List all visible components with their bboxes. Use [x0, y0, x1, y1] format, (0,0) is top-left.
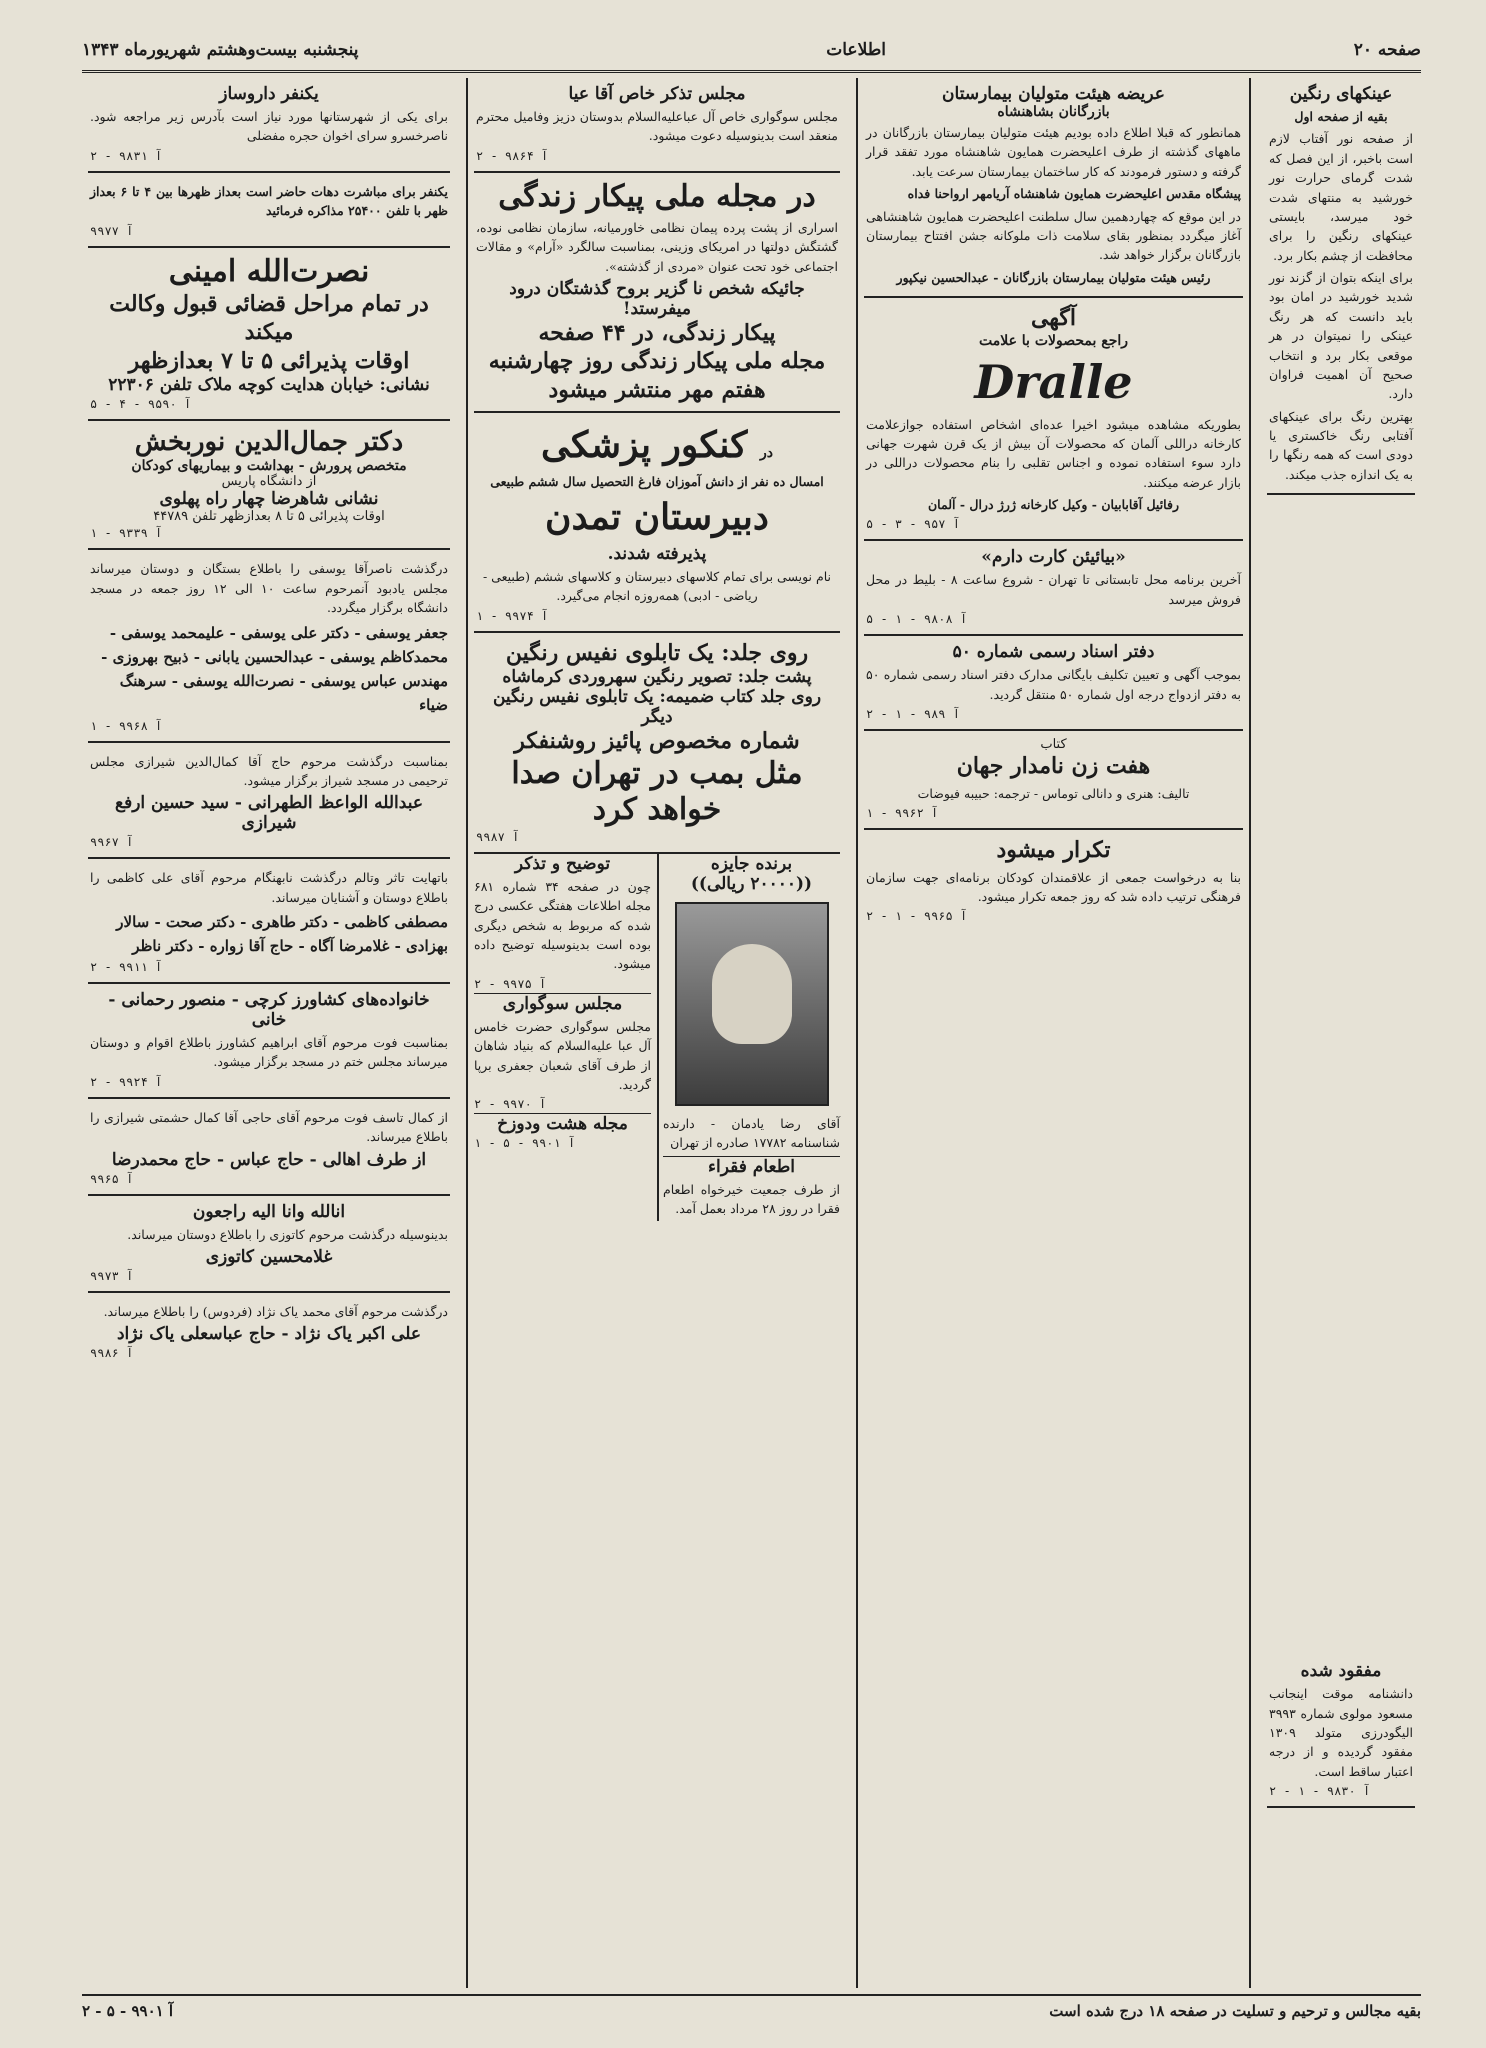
ad-code: آ ۹۵۷ - ۳ - ۵ — [866, 517, 960, 532]
magazine-headline: در مجله ملی پیکار زندگی — [498, 178, 816, 214]
winner-photo — [675, 902, 829, 1106]
book-title: هفت زن نامدار جهان — [956, 752, 1151, 779]
obituary-text: بمناسبت درگذشت مرحوم حاج آقا کمال‌الدین شیرازی مجلس ترحیمی در مسجد شیراز برگزار میشود. — [90, 753, 448, 788]
obituary-text: بمناسبت فوت مرحوم آقای ابراهیم کشاورز باطلاع اقوام و دوستان میرساند مجلس ختم در مسجد برگزار میشود. — [90, 1035, 448, 1070]
ad-line: روی جلد: یک تابلوی نفیس رنگین — [505, 639, 809, 666]
obituary-text: از کمال تاسف فوت مرحوم آقای حاجی آقا کمال حشمتی شیرازی را باطلاع میرساند. — [90, 1109, 448, 1145]
obituary-names: مصطفی کاظمی - دکتر طاهری - دکتر صحت - سالار بهزادی - غلامرضا آگاه - حاج آقا زواره - دکتر ناظر — [116, 913, 448, 956]
obituary-keshavarz — [88, 984, 450, 1099]
ad-code: آ ۹۹۷۳ — [90, 1268, 134, 1283]
ad-title: آگهی — [1030, 305, 1077, 331]
ad-line: مثل بمب در تهران صدا خواهد کرد — [511, 755, 803, 827]
doctor-line: اوقات پذیرائی ۵ تا ۸ بعدازظهر تلفن ۴۴۷۸۹ — [153, 509, 385, 525]
petition-paragraph: در این موقع که چهاردهمین سال سلطنت اعلیحضرت همایون شاهنشاهی آغاز میگردد بمنظور بقای سلامت ذات ملوکانه جشن افتتاح بیمارستان بازرگانان برگزار خواهد شد. — [866, 208, 1241, 263]
lawyer-ad — [88, 248, 450, 422]
ad-code: آ ۹۹۶۲ - ۱ — [866, 805, 939, 820]
mourning-text: مجلس سوگواری حضرت خامس آل عبا علیه‌السلام که بنیاد شاهان از طرف آقای شعبان جعفری برپا گردید. — [474, 1018, 651, 1092]
magazine-title: مجله هشت ودوزخ — [474, 1113, 651, 1134]
lost-text: دانشنامه موقت اینجانب مسعود مولوی شماره ۳۹۹۳ الیگودرزی متولد ۱۳۰۹ مفقود گردیده و از درجه اعتبار ساقط است. — [1269, 1686, 1413, 1779]
roshanfekr-ad — [474, 633, 840, 854]
ad-code: آ ۹۹۲۴ - ۲ — [90, 1074, 163, 1089]
ad-text: آخرین برنامه محل تابستانی تا تهران - شروع ساعت ۸ - بلیط در محل فروش میرسد — [866, 572, 1241, 607]
repeat-ad — [864, 830, 1243, 931]
ad-text: مجلس سوگواری خاص آل عباعلیه‌السلام بدوستان دزیز وفامیل محترم منعقد است بدینوسیله دعوت میشود. — [476, 109, 838, 144]
ad-line: روی جلد کتاب ضمیمه: یک تابلوی نفیس رنگین دیگر — [492, 687, 822, 728]
ad-code: آ ۹۸۶۴ - ۲ — [476, 148, 549, 163]
ad-signature: رفائیل آقابابیان - وکیل کارخانه ژرژ درال - آلمان — [927, 497, 1179, 513]
obituary-text: باتهایت تاثر وتالم درگذشت نابهنگام مرحوم آقای علی کاظمی را باطلاع دوستان و آشنایان میرساند. — [90, 870, 448, 905]
obituary-shirazi — [88, 743, 450, 860]
doctor-line: متخصص پرورش - بهداشت و بیماریهای کودکان — [131, 458, 407, 475]
column-2 — [856, 78, 1251, 1988]
petition-subtitle: بازرگانان بشاهنشاه — [997, 104, 1110, 120]
article-title: عینکهای رنگین — [1289, 84, 1393, 104]
ad-title: یکنفر داروساز — [219, 84, 319, 104]
ad-text: بنا به درخواست جمعی از علاقمندان کودکان برنامه‌ای جهت سازمان فرهنگی ترتیب داده شد که روز جمعه تکرار میشود. — [866, 869, 1241, 904]
magazine-text: اسراری از پشت پرده پیمان نظامی خاورمیانه، سازمان نظامی نوده، گشتگش دولتها در امریکای وزینی، بمناسبت سالگرد «آرام» و مقالات اجتماعی خود تحت عنوان «مردی از گذشته». — [476, 219, 838, 274]
lower-row — [474, 854, 840, 1222]
page-footer — [82, 1994, 1421, 2026]
ad-code: آ ۹۹۷۷ — [90, 223, 134, 238]
exam-prefix: در — [759, 444, 773, 461]
clarification-title: توضیح و تذکر — [514, 853, 611, 874]
winner-head — [712, 944, 792, 1044]
obituary-title: خانواده‌های کشاورز کرچی - منصور رحمانی - خانی — [108, 990, 430, 1031]
column-3 — [466, 78, 846, 1988]
ad-code: آ ۹۹۰۱ - ۵ - ۱ — [474, 1136, 576, 1151]
ad-code: آ ۹۹۷۴ - ۱ — [476, 608, 549, 623]
doctor-name: دکتر جمال‌الدین نوربخش — [134, 427, 404, 458]
medical-exam-ad — [474, 413, 840, 633]
obituary-signature: از طرف اهالی - حاج عباس - حاج محمدرضا — [111, 1149, 427, 1170]
ad-code: آ ۹۵۹۰ - ۴ - ۵ — [90, 397, 192, 412]
ad-code: آ ۹۹۸۶ — [90, 1346, 134, 1361]
lawyer-line: اوقات پذیرائی ۵ تا ۷ بعدازظهر — [128, 347, 410, 374]
ad-code: آ ۹۸۰۸ - ۱ - ۵ — [866, 612, 968, 627]
exam-title-text: کنکور پزشکی — [541, 423, 748, 466]
enrollment-info: نام نویسی برای تمام کلاسهای دبیرستان و کلاسهای ششم (طبیعی - ریاضی - ادبی) همه‌روزه انجام می‌گیرد. — [482, 569, 832, 604]
issue-date: پنجشنبه بیست‌وهشتم شهریورماه ۱۳۴۳ — [82, 40, 359, 60]
petition-paragraph: پیشگاه مقدس اعلیحضرت همایون شاهنشاه آریامهر ارواحنا فداه — [907, 186, 1241, 202]
lower-right — [657, 854, 840, 1222]
ad-text: بطوریکه مشاهده میشود اخیرا عده‌ای اشخاص استفاده جوازعلامت کارخانه دراللی آلمان که محصولات آن بیش از یک قرن شهرت جهانی دارد سوء استفاده نموده و اجناس تقلبی را بنام محصولات دراللی در بازار عرضه میکنند. — [866, 416, 1241, 490]
ad-code: آ ۹۹۸۷ — [476, 829, 520, 844]
lost-title: مفقود شده — [1300, 1661, 1382, 1682]
doctor-line: نشانی شاهرضا چهار راه پهلوی — [159, 489, 379, 510]
footer-note: بقیه مجالس و ترحیم و تسلیت در صفحه ۱۸ درج شده است — [1049, 2002, 1421, 2020]
mourning-title: مجلس سوگواری — [474, 993, 651, 1014]
book-ad — [864, 731, 1243, 830]
charity-title: اطعام فقراء — [663, 1156, 840, 1177]
accepted-text: پذیرفته شدند. — [607, 544, 707, 565]
prize-title: برنده جایزه — [710, 853, 793, 874]
ad-code: آ ۹۹۶۵ — [90, 1171, 134, 1186]
ad-code: آ ۹۹۷۵ - ۲ — [474, 976, 547, 991]
ad-code: آ ۹۸۳۱ - ۲ — [90, 148, 163, 163]
footer-code: آ ۹۹۰۱ - ۵ - ۲ — [82, 2002, 174, 2020]
ad-title: مجلس تذکر خاص آقا عیا — [568, 84, 746, 104]
magazine-line: مجله ملی پیکار زندگی روز چهارشنبه هفتم مهر منتشر میشود — [488, 348, 826, 404]
book-label: کتاب — [1040, 736, 1067, 752]
obituary-heshmati — [88, 1099, 450, 1196]
lost-notice — [1267, 1655, 1415, 1808]
article-paragraph: از صفحه نور آفتاب لازم است باخبر، از این فصل که شدت گرمای حرارت نور خورشید به منتهای شدت خود میرسد، بایستی عینکهای رنگین را برای محافظت از چشم بکار برد. — [1269, 131, 1413, 263]
article-subtitle: بقیه از صفحه اول — [1294, 109, 1388, 124]
book-author: تالیف: هنری و دانالی توماس - ترجمه: حبیبه فیوضات — [917, 785, 1190, 801]
obituary-signature: غلامحسین کاتوزی — [205, 1246, 333, 1267]
charity-text: از طرف جمعیت خیرخواه اطعام فقرا در روز ۲۸ مرداد بعمل آمد. — [663, 1181, 840, 1217]
obituary-paknejad — [88, 1293, 450, 1368]
ad-text: برای یکی از شهرستانها مورد نیاز است بآدرس زیر مراجعه شود. ناصرخسرو سرای اخوان حجره مفضلی — [90, 109, 448, 144]
ad-code: آ ۹۳۳۹ - ۱ — [90, 526, 163, 541]
hospital-petition — [864, 78, 1243, 298]
article-colored-glasses — [1267, 78, 1415, 495]
pharmacist-ad — [88, 78, 450, 173]
dralle-logo: Dralle — [974, 354, 1133, 409]
doctor-ad — [88, 421, 450, 550]
column-1 — [1261, 78, 1421, 1988]
magazine-line: پیکار زندگی، در ۴۴ صفحه — [538, 319, 776, 346]
column-4 — [82, 78, 456, 1988]
magazine-quote: جائیکه شخص نا گزیر بروح گذشتگان درود میفرستد! — [509, 278, 805, 319]
obituary-names: جعفر یوسفی - دکتر علی یوسفی - علیمحمد یوسفی - محمدکاظم یوسفی - عبدالحسین یابانی - ذبیح بهروزی - مهندس عباس یوسفی - نصرت‌الله یوسفی - سرهنگ ضیاء — [101, 623, 448, 714]
ad-title: تکرار میشود — [996, 836, 1111, 863]
lower-left — [474, 854, 651, 1222]
school-name: دبیرستان تمدن — [545, 496, 769, 539]
notary-ad — [864, 636, 1243, 731]
ad-title: دفتر اسناد رسمی شماره ۵۰ — [952, 642, 1155, 663]
obituary-signature: عبدالله الواعظ الطهرانی - سید حسین ارفع شیرازی — [115, 793, 423, 834]
ad-code: آ ۹۸۹ - ۱ - ۲ — [866, 706, 960, 721]
doctor-line: از دانشگاه پاریس — [221, 474, 317, 490]
lawyer-line: در تمام مراحل قضائی قبول وکالت میکند — [109, 290, 429, 346]
ad-code: آ ۹۹۶۵ - ۱ - ۲ — [866, 909, 968, 924]
exam-title — [476, 423, 838, 468]
lawyer-line: نشانی: خیابان هدایت کوچه ملاک تلفن ۲۲۳۰۶ — [108, 375, 430, 396]
page-header — [82, 30, 1421, 73]
ad-code: آ ۹۹۶۷ — [90, 835, 134, 850]
manager-ad — [88, 173, 450, 248]
obituary-katouzi — [88, 1196, 450, 1293]
exam-text: امسال ده نفر از دانش آموزان فارغ التحصیل سال ششم طبیعی — [490, 473, 824, 489]
clarification-text: چون در صفحه ۳۴ شماره ۶۸۱ مجله اطلاعات هفتگی عکسی درج شده که مربوط به شخص دیگری بوده است بدینوسیله توضیح داده میشود. — [474, 878, 651, 972]
ad-subtitle: راجع بمحصولات با علامت — [978, 332, 1129, 349]
theater-ad — [864, 541, 1243, 636]
ad-code: آ ۹۸۳۰ - ۱ - ۲ — [1269, 1784, 1371, 1798]
obituary-yousefi — [88, 550, 450, 742]
obituary-text: درگذشت ناصرآقا یوسفی را باطلاع بستگان و دوستان میرساند مجلس یادبود آنمرحوم ساعت ۱۰ الی ۱۲ روز جمعه در مسجد دانشگاه برگزار میگردد. — [90, 561, 448, 616]
ad-text: بموجب آگهی و تعیین تکلیف بایگانی مدارک دفتر اسناد رسمی شماره ۵۰ به دفتر ازدواج درجه اول شماره ۵۰ منتقل گردید. — [866, 667, 1241, 702]
newspaper-name: اطلاعات — [826, 40, 886, 60]
ad-title: «بیائیئن کارت دارم» — [981, 547, 1126, 568]
prize-amount: ((۲۰۰۰۰ ریالی)) — [690, 873, 813, 894]
obituary-text: درگذشت مرحوم آقای محمد یاک نژاد (فردوس) را باطلاع میرساند. — [103, 1303, 448, 1319]
ad-code: آ ۹۹۱۱ - ۲ — [90, 960, 163, 975]
lawyer-name: نصرت‌الله امینی — [168, 253, 370, 289]
dralle-ad — [864, 298, 1243, 541]
petition-title: عریضه هیئت متولیان بیمارستان — [942, 84, 1165, 104]
ad-line: شماره مخصوص پائیز روشنفکر — [514, 728, 800, 755]
ad-line: پشت جلد: تصویر رنگین سهروردی کرماشاه — [502, 667, 812, 688]
magazine-ad — [474, 173, 840, 413]
obituary-title: انالله وانا الیه راجعون — [192, 1201, 346, 1222]
petition-paragraph: همانطور که قبلا اطلاع داده بودیم هیئت متولیان بیمارستان بازرگانان در ماههای گذشته از طرف اعلیحضرت همایون شاهنشاه مورد تفقد قرار گرفته و دستور فرمودند که کار ساختمان بیمارستان سرعت یابد. — [866, 125, 1241, 179]
obituary-signature: علی اکبر یاک نژاد - حاج عباسعلی یاک نژاد — [116, 1324, 422, 1345]
obituary-text: بدینوسیله درگذشت مرحوم کاتوزی را باطلاع دوستان میرساند. — [127, 1226, 448, 1242]
ad-text: یکنفر برای مباشرت دهات حاضر است بعداز ظهرها بین ۴ تا ۶ بعداز ظهر با تلفن ۲۵۴۰۰ مذاکره فرمائید — [90, 183, 448, 219]
article-paragraph: بهترین رنگ برای عینکهای آفتابی رنگ خاکستری یا دودی است که همه رنگها را به یک اندازه جذب میکند. — [1269, 408, 1413, 482]
ad-code: آ ۹۹۷۰ - ۲ — [474, 1097, 547, 1112]
article-paragraph: برای اینکه بتوان از گزند نور شدید خورشید در امان بود باید دانست که هر رنگ عینکی را نمیتوان در هر موقعی بکار برد و انتخاب صحیح آن اهمیت فراوان دارد. — [1269, 270, 1413, 402]
obituary-kazemi — [88, 859, 450, 984]
page-number: صفحه ۲۰ — [1353, 40, 1421, 60]
petition-signature: رئیس هیئت متولیان بیمارستان بازرگانان - عبدالحسین نیکپور — [896, 269, 1211, 285]
memorial-ad — [474, 78, 840, 173]
prize-caption: آقای رضا یادمان - دارنده شناسنامه ۱۷۷۸۲ صادره از تهران — [663, 1115, 840, 1151]
ad-code: آ ۹۹۶۸ - ۱ — [90, 718, 163, 733]
